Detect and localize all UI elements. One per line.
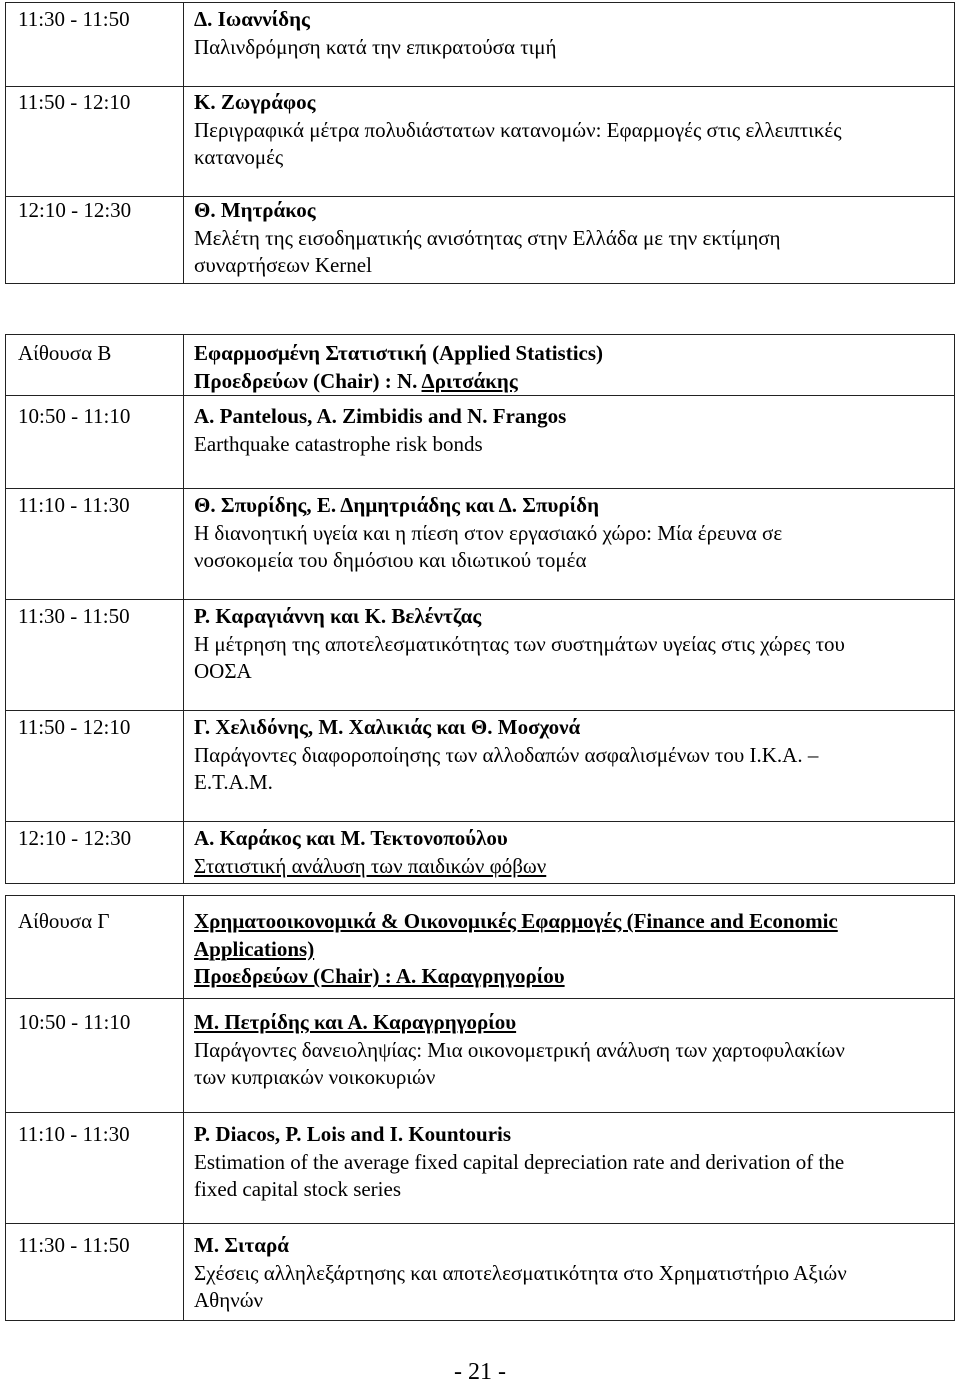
room-label: Αίθουσα Β <box>18 341 112 365</box>
talk-cell <box>184 600 955 711</box>
session-info-cell <box>184 335 955 396</box>
session-info-cell <box>184 896 955 999</box>
time-cell <box>6 999 184 1113</box>
talk-authors: Θ. Σπυρίδης, Ε. Δημητριάδης και Δ. Σπυρίδη <box>194 493 600 517</box>
talk-title-continued: κατανομές <box>194 145 284 169</box>
talk-cell <box>184 489 955 600</box>
talk-title-continued: Ε.Τ.Α.Μ. <box>194 770 273 794</box>
talk-title-continued: fixed capital stock series <box>194 1177 402 1201</box>
talk-authors: Μ. Πετρίδης και Α. Καραγρηγορίου <box>194 1010 517 1034</box>
talk-title-continued: συναρτήσεων Kernel <box>194 253 372 277</box>
time-slot: 11:30 - 11:50 <box>18 7 130 31</box>
table-row <box>6 711 955 822</box>
chair-prefix: Προεδρεύων (Chair) : Ν. <box>194 368 422 393</box>
room-label: Αίθουσα Γ <box>18 909 110 933</box>
session-title: Χρηματοοικονομικά & Οικονομικές Εφαρμογές (Finance and Economic <box>194 909 838 933</box>
talk-title-continued: των κυπριακών νοικοκυριών <box>194 1065 436 1089</box>
room-cell <box>6 335 184 396</box>
talk-title: Παλινδρόμηση κατά την επικρατούσα τιμή <box>194 34 557 59</box>
page-number: - 21 - <box>454 1359 506 1385</box>
time-slot: 11:10 - 11:30 <box>18 493 130 517</box>
table-row <box>6 3 955 87</box>
time-cell <box>6 489 184 600</box>
time-slot: 11:10 - 11:30 <box>18 1122 130 1146</box>
table-row <box>6 489 955 600</box>
table-row <box>6 822 955 884</box>
time-slot: 10:50 - 11:10 <box>18 404 131 428</box>
session-title: Εφαρμοσμένη Στατιστική (Applied Statistics) <box>194 341 604 365</box>
talk-title: Στατιστική ανάλυση των παιδικών φόβων <box>194 853 547 878</box>
talk-title: Παράγοντες δανειοληψίας: Μια οικονομετρική ανάλυση των χαρτοφυλακίων <box>194 1037 845 1062</box>
time-slot: 11:50 - 12:10 <box>18 715 131 739</box>
time-slot: 11:30 - 11:50 <box>18 604 130 628</box>
session-b-table <box>5 334 955 884</box>
talk-cell <box>184 1113 955 1224</box>
time-slot: 11:30 - 11:50 <box>18 1233 130 1257</box>
talk-authors: Θ. Μητράκος <box>194 198 316 222</box>
session-title-continued: Applications) <box>194 936 315 961</box>
session-c-table <box>5 895 955 1321</box>
time-slot: 11:50 - 12:10 <box>18 90 131 114</box>
talk-cell <box>184 822 955 884</box>
time-cell <box>6 600 184 711</box>
table-row <box>6 1113 955 1224</box>
session-chair: Προεδρεύων (Chair) : Α. Καραγρηγορίου <box>194 964 565 988</box>
talk-title: Περιγραφικά μέτρα πολυδιάστατων κατανομών: Εφαρμογές στις ελλειπτικές <box>194 117 842 142</box>
talk-authors: Γ. Χελιδόνης, Μ. Χαλικιάς και Θ. Μοσχονά <box>194 715 581 739</box>
talk-authors: A. Pantelous, A. Zimbidis and N. Frangos <box>194 404 567 428</box>
time-cell <box>6 87 184 197</box>
time-cell <box>6 711 184 822</box>
time-slot: 12:10 - 12:30 <box>18 198 132 222</box>
session-header-row <box>6 896 955 999</box>
talk-title: Η μέτρηση της αποτελεσματικότητας των συστημάτων υγείας στις χώρες του <box>194 631 845 656</box>
talk-title-continued: Αθηνών <box>194 1288 264 1312</box>
table-row <box>6 197 955 284</box>
time-slot: 12:10 - 12:30 <box>18 826 132 850</box>
time-cell <box>6 3 184 87</box>
table-row <box>6 999 955 1113</box>
talk-title-continued: νοσοκομεία του δημόσιου και ιδιωτικού τομέα <box>194 548 587 572</box>
talk-cell <box>184 711 955 822</box>
talk-authors: Κ. Ζωγράφος <box>194 90 316 114</box>
talk-title: Earthquake catastrophe risk bonds <box>194 431 483 456</box>
talk-authors: Δ. Ιωαννίδης <box>194 7 310 31</box>
room-cell <box>6 896 184 999</box>
talk-authors: Α. Καράκος και Μ. Τεκτονοπούλου <box>194 826 508 850</box>
talk-title: Παράγοντες διαφοροποίησης των αλλοδαπών ασφαλισμένων του Ι.Κ.Α. – <box>194 742 819 767</box>
talk-title: Σχέσεις αλληλεξάρτησης και αποτελεσματικότητα στο Χρηματιστήριο Αξιών <box>194 1260 847 1285</box>
time-cell <box>6 396 184 489</box>
schedule-table-continued <box>5 2 955 284</box>
table-row <box>6 600 955 711</box>
time-slot: 10:50 - 11:10 <box>18 1010 131 1034</box>
talk-cell <box>184 999 955 1113</box>
chair-name: Δριτσάκης <box>421 368 518 393</box>
talk-title: Η διανοητική υγεία και η πίεση στον εργασιακό χώρο: Μία έρευνα σε <box>194 520 783 545</box>
session-header-row <box>6 335 955 396</box>
talk-authors: P. Diacos, P. Lois and I. Kountouris <box>194 1122 512 1146</box>
talk-title: Μελέτη της εισοδηματικής ανισότητας στην Ελλάδα με την εκτίμηση <box>194 225 781 250</box>
talk-cell <box>184 197 955 284</box>
talk-cell <box>184 1224 955 1321</box>
time-cell <box>6 197 184 284</box>
table-row <box>6 396 955 489</box>
talk-title-continued: ΟΟΣΑ <box>194 659 252 683</box>
table-row <box>6 1224 955 1321</box>
table-row <box>6 87 955 197</box>
time-cell <box>6 1224 184 1321</box>
time-cell <box>6 1113 184 1224</box>
session-chair <box>194 368 946 396</box>
talk-title: Estimation of the average fixed capital depreciation rate and derivation of the <box>194 1149 845 1174</box>
talk-authors: Μ. Σιταρά <box>194 1233 289 1257</box>
time-cell <box>6 822 184 884</box>
talk-cell <box>184 396 955 489</box>
talk-authors: Ρ. Καραγιάννη και Κ. Βελέντζας <box>194 604 482 628</box>
talk-cell <box>184 87 955 197</box>
talk-cell <box>184 3 955 87</box>
